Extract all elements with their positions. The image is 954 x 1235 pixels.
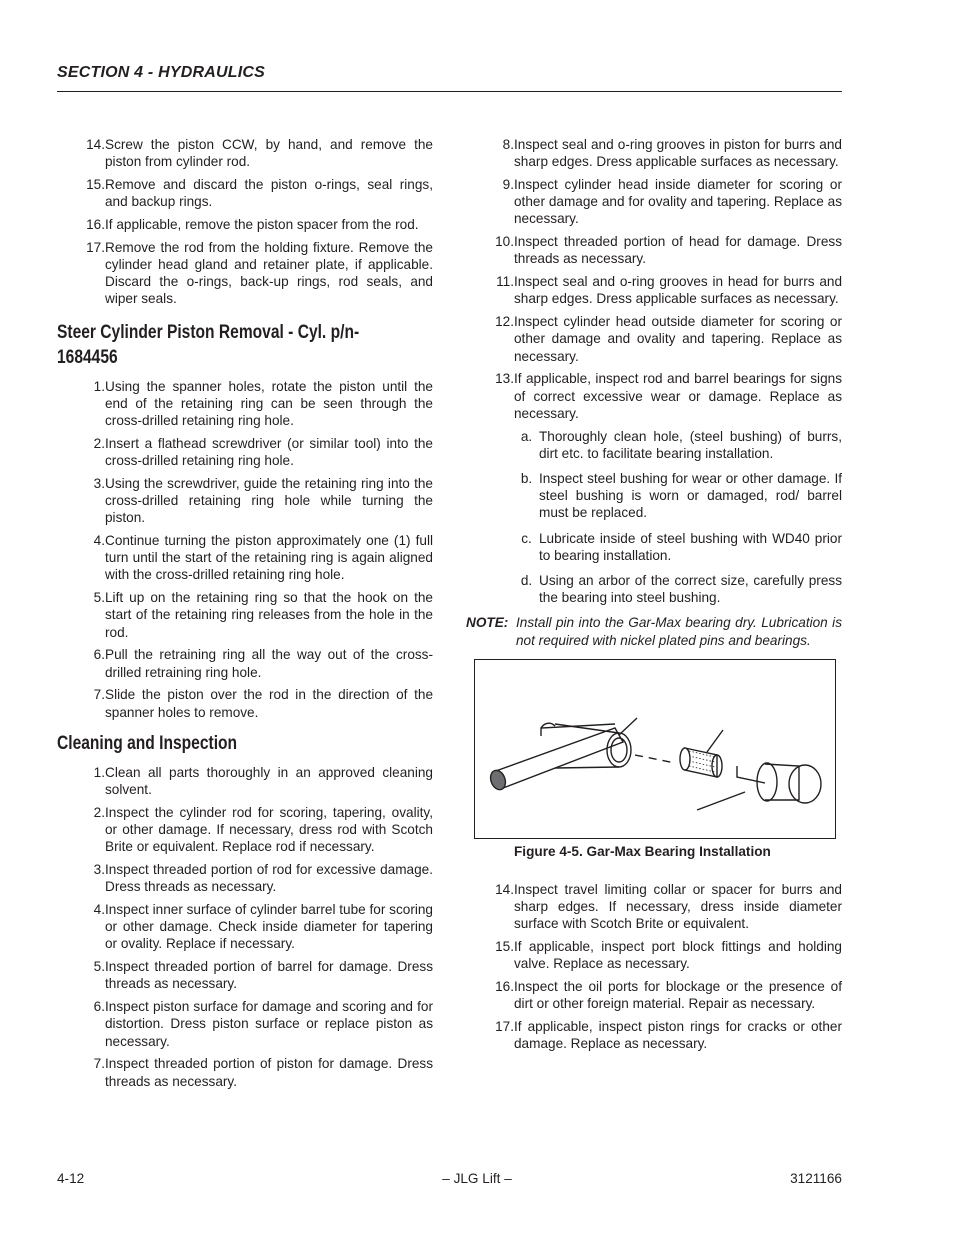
list-item <box>466 881 842 933</box>
step-number: 5. <box>93 590 105 606</box>
step-text: Insert a flathead screwdriver (or similar tool) into the cross-drilled retaining ring hole. <box>105 435 433 469</box>
bearing-illustration <box>475 660 834 837</box>
step-text: If applicable, inspect rod and barrel bearings for signs of correct excessive wear or damage. Replace as necessary. <box>514 371 842 421</box>
list-item <box>466 136 842 170</box>
sub-list-item <box>466 530 842 564</box>
figure-caption: Figure 4-5. Gar-Max Bearing Installation <box>514 843 771 859</box>
list-item <box>57 475 433 527</box>
list-item <box>57 861 433 895</box>
cleaning-steps-list <box>57 764 433 1090</box>
list-item <box>57 216 433 233</box>
section-title: SECTION 4 - HYDRAULICS <box>57 64 265 81</box>
step-number: 14. <box>495 881 514 897</box>
step-text: Using the screwdriver, guide the retaining ring into the cross-drilled retaining ring hole while turning the piston. <box>105 475 433 526</box>
page-number: 4-12 <box>57 1171 85 1186</box>
list-item <box>57 136 433 170</box>
list-item <box>466 370 842 422</box>
step-text: Slide the piston over the rod in the direction of the spanner holes to remove. <box>105 687 433 720</box>
step-number: 2. <box>93 435 105 451</box>
list-item <box>57 239 433 308</box>
step-text: If applicable, remove the piston spacer from the rod. <box>105 217 419 232</box>
heading-line: Steer Cylinder Piston Removal - Cyl. p/n- <box>57 321 360 343</box>
step-number: 16. <box>86 217 105 232</box>
steer-piston-heading <box>57 320 365 370</box>
note <box>466 614 842 648</box>
list-item <box>57 958 433 992</box>
step-number: 12. <box>495 314 514 330</box>
list-item <box>466 313 842 365</box>
step-text: Inspect travel limiting collar or spacer for burrs and sharp edges. If necessary, dress inside diameter surface with Scotch Brite or equivalent. <box>514 881 842 932</box>
step-text: Using the spanner holes, rotate the piston until the end of the retaining ring can be seen through the cross-drilled retaining ring hole. <box>105 378 433 429</box>
list-item <box>57 378 433 430</box>
step-number: 4. <box>93 533 105 549</box>
steer-steps-list <box>57 378 433 721</box>
step-text: Inspect inner surface of cylinder barrel tube for scoring or other damage. Check inside diameter for tapering or ovality. Replace if necessary. <box>105 902 433 952</box>
step-number: 10. <box>495 234 514 250</box>
step-text: Inspect cylinder head inside diameter for scoring or other damage and for ovality and tapering. Replace as necessary. <box>514 177 842 227</box>
step-number: 15. <box>86 177 105 192</box>
step-text: Clean all parts thoroughly in an approved cleaning solvent. <box>105 764 433 798</box>
list-item <box>57 532 433 584</box>
step-text: Inspect the cylinder rod for scoring, tapering, ovality, or other damage. If necessary, dress rod with Scotch Brite or equivalent. Replace rod if necessary. <box>105 804 433 855</box>
step-text: Inspect seal and o-ring grooves in piston for burrs and sharp edges. Dress applicable surfaces as necessary. <box>514 137 842 170</box>
sub-list-item <box>466 428 842 462</box>
note-text: Install pin into the Gar-Max bearing dry. Lubrication is not required with nickel plated pins and bearings. <box>516 615 842 648</box>
step-number: 11. <box>496 274 514 290</box>
step-number: 15. <box>495 939 514 955</box>
list-item <box>57 998 433 1050</box>
sub-list-item <box>466 470 842 522</box>
list-item <box>466 176 842 228</box>
heading-line: 1684456 <box>57 346 118 368</box>
step-text: Screw the piston CCW, by hand, and remove the piston from cylinder rod. <box>105 137 433 170</box>
step-text: Remove and discard the piston o-rings, seal rings, and backup rings. <box>105 177 433 210</box>
step-number: 14. <box>86 137 105 152</box>
step-text: Inspect seal and o-ring grooves in head for burrs and sharp edges. Dress applicable surfaces as necessary. <box>514 274 842 307</box>
left-column <box>57 136 433 1095</box>
sub-text: Using an arbor of the correct size, carefully press the bearing into steel bushing. <box>539 573 842 606</box>
bearing-sub-steps <box>466 428 842 607</box>
sub-letter: c. <box>521 530 532 546</box>
step-text: Pull the retraining ring all the way out of the cross-drilled retraining ring hole. <box>105 647 433 680</box>
step-number: 7. <box>93 1056 105 1072</box>
list-item <box>57 901 433 953</box>
list-item <box>57 686 433 720</box>
list-item <box>57 764 433 798</box>
note-label: NOTE: <box>466 615 509 631</box>
sub-letter: a. <box>520 428 533 444</box>
sub-text: Thoroughly clean hole, (steel bushing) of burrs, dirt etc. to facilitate bearing installation. <box>539 428 842 461</box>
step-text: Inspect the oil ports for blockage or the presence of dirt or other foreign material. Repair as necessary. <box>514 979 842 1012</box>
step-number: 2. <box>93 804 105 820</box>
list-item <box>57 589 433 641</box>
sub-text: Inspect steel bushing for wear or other damage. If steel bushing is worn or damaged, rod/ barrel must be replaced. <box>539 471 842 521</box>
cleaning-heading: Cleaning and Inspection <box>57 732 238 754</box>
step-number: 3. <box>93 475 105 491</box>
step-number: 8. <box>502 137 514 152</box>
step-number: 6. <box>93 647 105 663</box>
bearing-figure <box>474 659 836 839</box>
step-text: Remove the rod from the holding fixture. Remove the cylinder head gland and retainer plate, if applicable. Discard the o-rings, back-up rings, rod seals, and wiper seals. <box>105 239 433 307</box>
sub-letter: b. <box>520 471 533 487</box>
removal-steps-list <box>57 136 433 308</box>
step-number: 6. <box>93 999 105 1015</box>
step-text: Continue turning the piston approximately one (1) full turn until the start of the retaining ring is again aligned with the cross-drilled retaining ring hole. <box>105 533 433 583</box>
document-number: 3121166 <box>790 1171 842 1186</box>
list-item <box>57 176 433 210</box>
list-item <box>57 646 433 680</box>
list-item <box>466 233 842 267</box>
header-divider <box>57 91 842 92</box>
list-item <box>466 1018 842 1052</box>
list-item <box>466 938 842 972</box>
list-item <box>57 1055 433 1089</box>
step-number: 9. <box>502 177 514 192</box>
sub-letter: d. <box>520 573 533 589</box>
step-text: Inspect piston surface for damage and scoring and for distortion. Dress piston surface or replace piston as necessary. <box>105 999 433 1049</box>
step-number: 4. <box>93 902 105 918</box>
step-number: 3. <box>93 862 105 878</box>
step-number: 5. <box>93 959 105 975</box>
inspection-steps-list-continued <box>466 881 842 1053</box>
step-number: 1. <box>93 764 105 780</box>
step-number: 13. <box>495 371 514 387</box>
inspection-steps-list <box>466 136 842 422</box>
step-number: 1. <box>93 378 105 394</box>
step-text: Inspect threaded portion of barrel for damage. Dress threads as necessary. <box>105 959 433 992</box>
step-text: Inspect threaded portion of piston for damage. Dress threads as necessary. <box>105 1056 433 1089</box>
step-text: Inspect threaded portion of head for damage. Dress threads as necessary. <box>514 234 842 267</box>
step-number: 7. <box>93 687 105 703</box>
sub-list-item <box>466 572 842 606</box>
list-item <box>466 273 842 307</box>
right-column <box>466 136 842 1058</box>
step-text: Inspect cylinder head outside diameter for scoring or other damage and ovality and tapering. Replace as necessary. <box>514 314 842 364</box>
step-number: 17. <box>86 239 105 255</box>
sub-text: Lubricate inside of steel bushing with WD40 prior to bearing installation. <box>539 530 842 563</box>
step-text: Inspect threaded portion of rod for excessive damage. Dress threads as necessary. <box>105 862 433 895</box>
list-item <box>466 978 842 1012</box>
list-item <box>57 804 433 856</box>
step-number: 17. <box>495 1019 514 1035</box>
step-text: Lift up on the retaining ring so that the hook on the start of the retaining ring releases from the hole in the rod. <box>105 590 433 640</box>
step-text: If applicable, inspect port block fittings and holding valve. Replace as necessary. <box>514 939 842 972</box>
step-number: 16. <box>495 979 514 995</box>
step-text: If applicable, inspect piston rings for cracks or other damage. Replace as necessary. <box>514 1019 842 1052</box>
footer-publisher: – JLG Lift – <box>442 1171 512 1186</box>
list-item <box>57 435 433 469</box>
